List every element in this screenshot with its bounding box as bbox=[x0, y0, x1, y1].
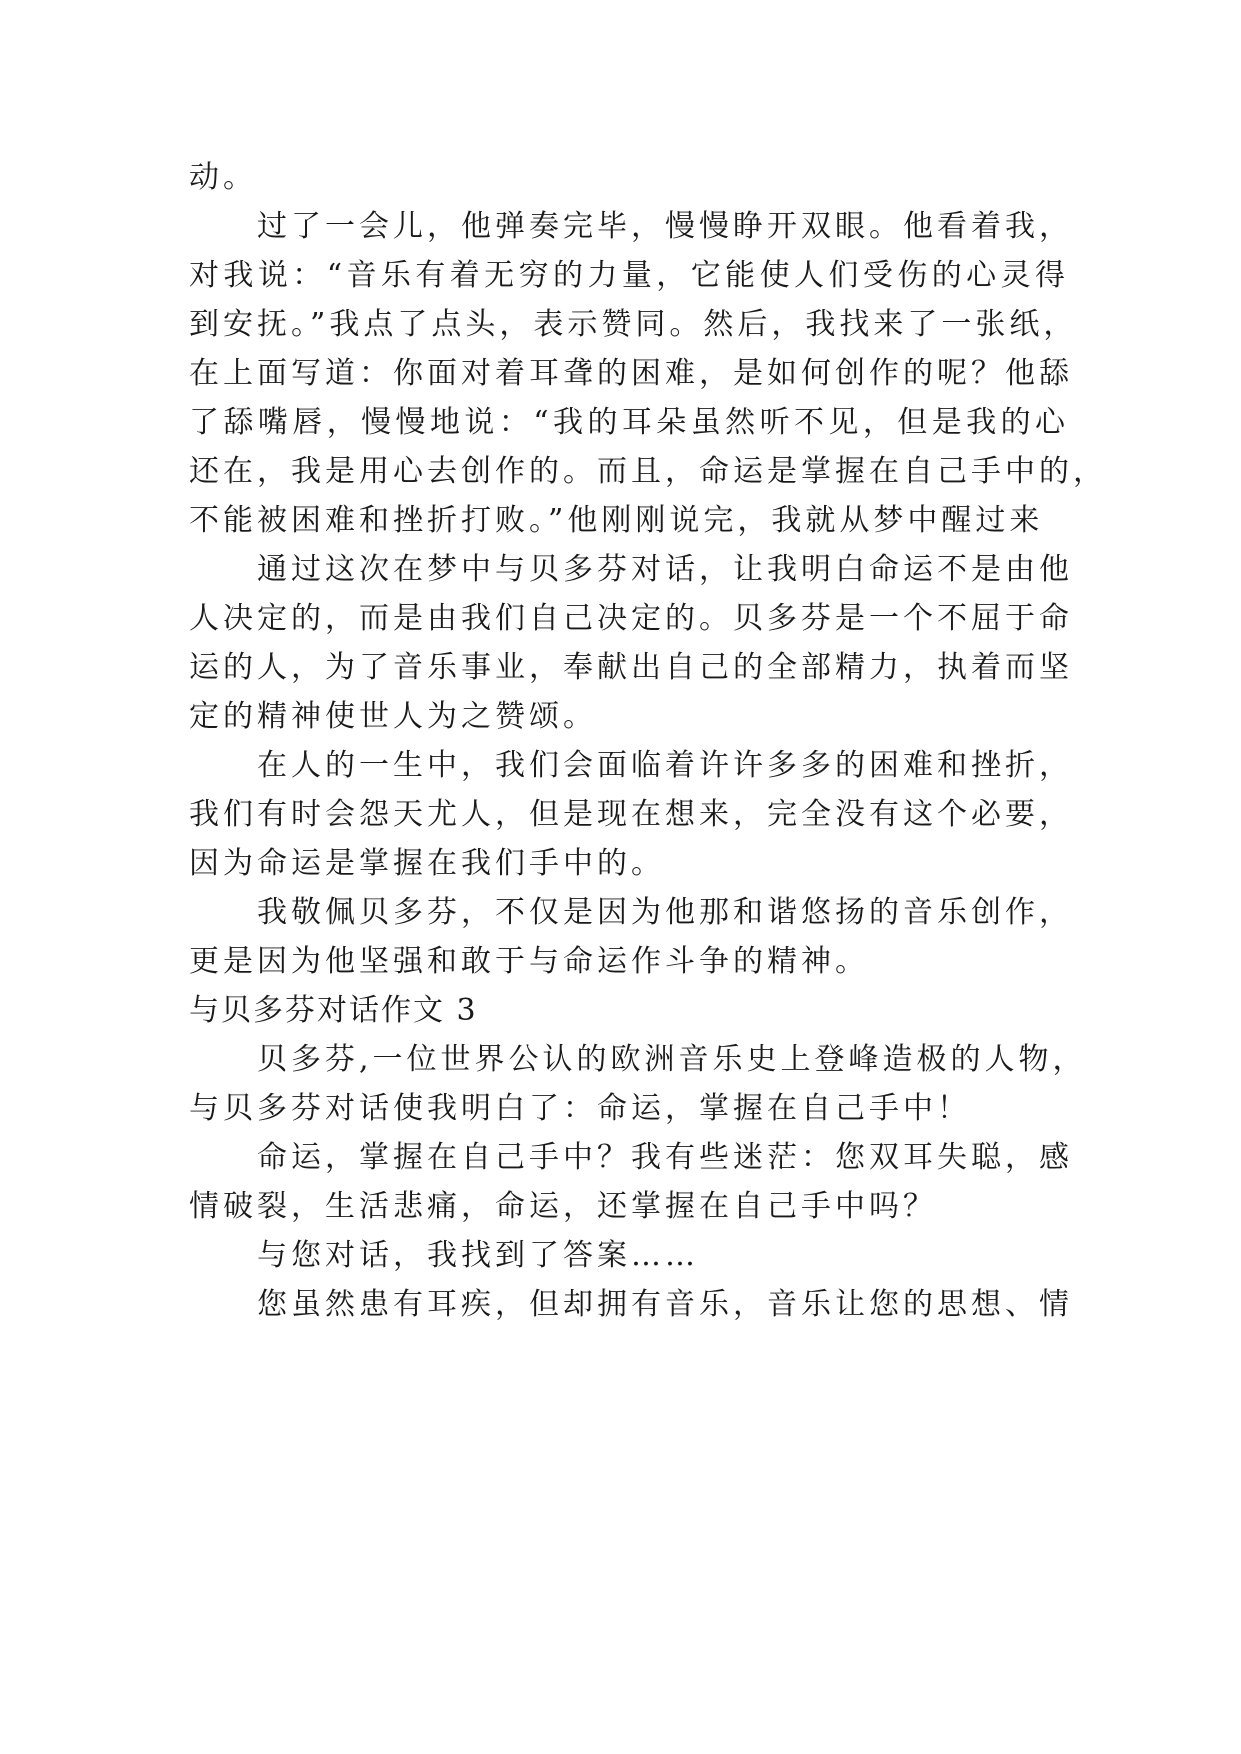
paragraph-start-line: 通过这次在梦中与贝多芬对话，让我明白命运不是由他 bbox=[257, 552, 1073, 587]
text-line: 定的精神使世人为之赞颂。 bbox=[189, 699, 597, 734]
paragraph-start-line: 在人的一生中，我们会面临着许许多多的困难和挫折， bbox=[257, 748, 1073, 783]
paragraph-start-line: 命运，掌握在自己手中？我有些迷茫：您双耳失聪，感 bbox=[257, 1140, 1073, 1175]
paragraph-start-line: 您虽然患有耳疾，但却拥有音乐，音乐让您的思想、情 bbox=[257, 1287, 1073, 1322]
text-line: 与贝多芬对话使我明白了：命运，掌握在自己手中！ bbox=[189, 1091, 971, 1126]
paragraph-start-line: 与您对话，我找到了答案…… bbox=[257, 1238, 699, 1273]
text-line: 情破裂，生活悲痛，命运，还掌握在自己手中吗？ bbox=[189, 1189, 937, 1224]
text-line: 还在，我是用心去创作的。而且，命运是掌握在自己手中的， bbox=[189, 454, 1107, 489]
text-line: 对我说：“音乐有着无穷的力量，它能使人们受伤的心灵得 bbox=[189, 258, 1069, 293]
text-line: 动。 bbox=[189, 160, 257, 195]
text-line: 不能被困难和挫折打败。”他刚刚说完，我就从梦中醒过来 bbox=[189, 503, 1044, 538]
paragraph-start-line: 我敬佩贝多芬，不仅是因为他那和谐悠扬的音乐创作， bbox=[257, 895, 1073, 930]
section-heading: 与贝多芬对话作文 3 bbox=[189, 993, 478, 1028]
text-line: 在上面写道：你面对着耳聋的困难，是如何创作的呢？他舔 bbox=[189, 356, 1073, 391]
text-line: 到安抚。”我点了点头，表示赞同。然后，我找来了一张纸， bbox=[189, 307, 1078, 342]
text-line: 我们有时会怨天尤人，但是现在想来，完全没有这个必要， bbox=[189, 797, 1073, 832]
text-line: 运的人，为了音乐事业，奉献出自己的全部精力，执着而坚 bbox=[189, 650, 1073, 685]
text-line: 更是因为他坚强和敢于与命运作斗争的精神。 bbox=[189, 944, 869, 979]
text-line: 因为命运是掌握在我们手中的。 bbox=[189, 846, 665, 881]
paragraph-start-line: 过了一会儿，他弹奏完毕，慢慢睁开双眼。他看着我， bbox=[257, 209, 1073, 244]
paragraph-start-line: 贝多芬,一位世界公认的欧洲音乐史上登峰造极的人物， bbox=[257, 1042, 1087, 1077]
text-line: 了舔嘴唇，慢慢地说：“我的耳朵虽然听不见，但是我的心 bbox=[189, 405, 1069, 440]
text-line: 人决定的，而是由我们自己决定的。贝多芬是一个不屈于命 bbox=[189, 601, 1073, 636]
